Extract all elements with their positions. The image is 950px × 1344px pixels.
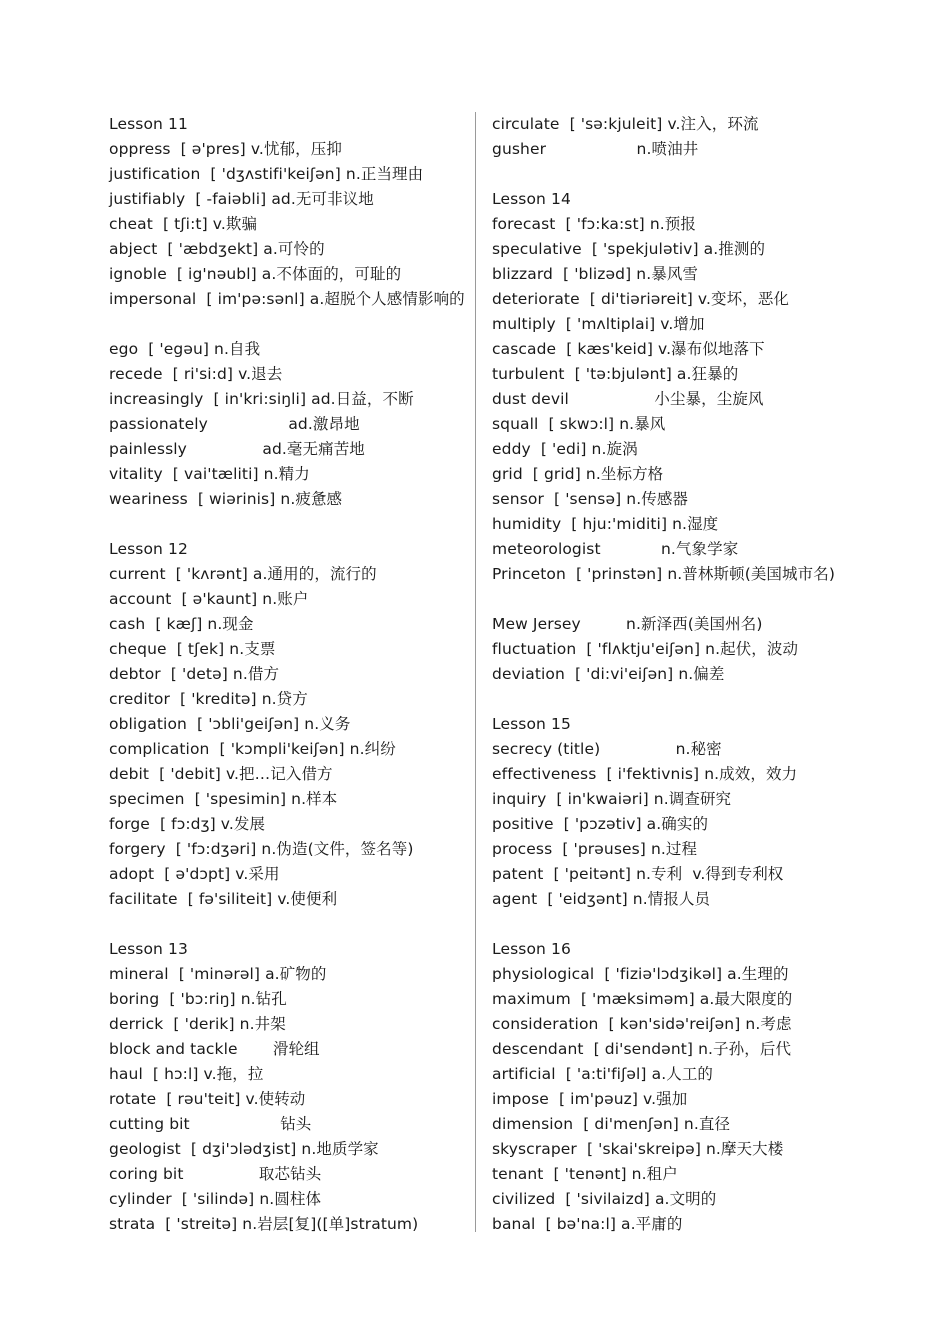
vocab-entry: consideration [ kən'sidə'reiʃən] n.考虑 xyxy=(492,1015,792,1033)
blank-line xyxy=(492,912,852,937)
vocab-entry: tenant [ 'tenənt] n.租户 xyxy=(492,1165,678,1183)
vocab-entry: effectiveness [ i'fektivnis] n.成效，效力 xyxy=(492,765,798,783)
column-divider xyxy=(475,112,476,1232)
vocab-entry: multiply [ 'mʌltiplai] v.增加 xyxy=(492,315,705,333)
vocab-entry: Mew Jersey n.新泽西(美国州名) xyxy=(492,615,763,633)
vocab-entry: forge [ fɔ:dʒ] v.发展 xyxy=(109,815,266,833)
vocab-entry: blizzard [ 'blizəd] n.暴风雪 xyxy=(492,265,699,283)
vocab-entry: increasingly [ in'kri:siŋli] ad.日益，不断 xyxy=(109,390,414,408)
vocab-entry: specimen [ 'spesimin] n.样本 xyxy=(109,790,338,808)
vocab-entry: vitality [ vai'tæliti] n.精力 xyxy=(109,465,310,483)
vocab-entry: passionately ad.激昂地 xyxy=(109,415,360,433)
vocab-entry: haul [ hɔ:l] v.拖，拉 xyxy=(109,1065,264,1083)
vocab-entry: dust devil 小尘暴，尘旋风 xyxy=(492,390,764,408)
vocab-entry: deteriorate [ di'tiəriəreit] v.变坏，恶化 xyxy=(492,290,790,308)
vocab-entry: weariness [ wiərinis] n.疲惫感 xyxy=(109,490,343,508)
vocab-entry: speculative [ 'spekjulətiv] a.推测的 xyxy=(492,240,766,258)
vocab-entry: positive [ 'pɔzətiv] a.确实的 xyxy=(492,815,709,833)
vocab-entry: painlessly ad.毫无痛苦地 xyxy=(109,440,365,458)
vocab-entry: ego [ 'egəu] n.自我 xyxy=(109,340,261,358)
vocab-entry: rotate [ rəu'teit] v.使转动 xyxy=(109,1090,306,1108)
vocab-entry: sensor [ 'sensə] n.传感器 xyxy=(492,490,689,508)
vocab-entry: squall [ skwɔ:l] n.暴风 xyxy=(492,415,666,433)
vocab-entry: turbulent [ 'tə:bjulənt] a.狂暴的 xyxy=(492,365,739,383)
vocab-entry: inquiry [ in'kwaiəri] n.调查研究 xyxy=(492,790,732,808)
vocab-entry: forgery [ 'fɔ:dʒəri] n.伪造(文件，签名等) xyxy=(109,840,414,858)
vocab-entry: coring bit 取芯钻头 xyxy=(109,1165,322,1183)
lesson-heading: Lesson 16 xyxy=(492,940,571,958)
vocab-entry: gusher n.喷油井 xyxy=(492,140,699,158)
vocab-entry: dimension [ di'menʃən] n.直径 xyxy=(492,1115,731,1133)
vocab-entry: cutting bit 钻头 xyxy=(109,1115,312,1133)
vocab-entry: recede [ ri'si:d] v.退去 xyxy=(109,365,283,383)
vocab-entry: fluctuation [ 'flʌktju'eiʃən] n.起伏，波动 xyxy=(492,640,799,658)
vocab-entry: account [ ə'kaunt] n.账户 xyxy=(109,590,309,608)
vocab-entry: cheat [ tʃi:t] v.欺骗 xyxy=(109,215,258,233)
vocab-entry: deviation [ 'di:vi'eiʃən] n.偏差 xyxy=(492,665,725,683)
vocab-entry: oppress [ ə'pres] v.忧郁，压抑 xyxy=(109,140,342,158)
vocab-entry: geologist [ dʒi'ɔlədʒist] n.地质学家 xyxy=(109,1140,379,1158)
blank-line xyxy=(109,512,469,537)
vocab-entry: obligation [ 'ɔbli'geiʃən] n.义务 xyxy=(109,715,351,733)
vocab-entry: current [ 'kʌrənt] a.通用的，流行的 xyxy=(109,565,377,583)
vocab-entry: justification [ 'dʒʌstifi'keiʃən] n.正当理由 xyxy=(109,165,424,183)
blank-line xyxy=(492,162,852,187)
lesson-heading: Lesson 13 xyxy=(109,940,188,958)
vocab-entry: impersonal [ im'pə:sənl] a.超脱个人感情影响的 xyxy=(109,290,465,308)
vocab-entry: cash [ kæʃ] n.现金 xyxy=(109,615,254,633)
lesson-heading: Lesson 12 xyxy=(109,540,188,558)
vocab-entry: meteorologist n.气象学家 xyxy=(492,540,739,558)
vocab-entry: adopt [ ə'dɔpt] v.采用 xyxy=(109,865,280,883)
vocab-entry: grid [ grid] n.坐标方格 xyxy=(492,465,664,483)
left-column xyxy=(109,112,469,1237)
vocab-entry: impose [ im'pəuz] v.强加 xyxy=(492,1090,688,1108)
vocab-entry: patent [ 'peitənt] n.专利 v.得到专利权 xyxy=(492,865,784,883)
blank-line xyxy=(492,687,852,712)
vocab-entry: debit [ 'debit] v.把…记入借方 xyxy=(109,765,333,783)
lesson-heading: Lesson 15 xyxy=(492,715,571,733)
vocab-entry: facilitate [ fə'siliteit] v.使便利 xyxy=(109,890,338,908)
vocab-entry: circulate [ 'sə:kjuleit] v.注入，环流 xyxy=(492,115,759,133)
vocab-entry: skyscraper [ 'skai'skreipə] n.摩天大楼 xyxy=(492,1140,784,1158)
vocab-entry: maximum [ 'mæksiməm] a.最大限度的 xyxy=(492,990,793,1008)
vocab-entry: artificial [ 'a:ti'fiʃəl] a.人工的 xyxy=(492,1065,714,1083)
right-column xyxy=(492,112,852,1237)
vocab-entry: descendant [ di'sendənt] n.子孙，后代 xyxy=(492,1040,792,1058)
vocab-entry: derrick [ 'derik] n.井架 xyxy=(109,1015,286,1033)
vocab-entry: secrecy (title) n.秘密 xyxy=(492,740,722,758)
vocab-entry: banal [ bə'na:l] a.平庸的 xyxy=(492,1215,683,1233)
vocab-entry: humidity [ hju:'miditi] n.湿度 xyxy=(492,515,719,533)
vocab-entry: complication [ 'kɔmpli'keiʃən] n.纠纷 xyxy=(109,740,396,758)
vocab-entry: agent [ 'eidʒənt] n.情报人员 xyxy=(492,890,711,908)
vocab-entry: cylinder [ 'silində] n.圆柱体 xyxy=(109,1190,322,1208)
vocab-entry: debtor [ 'detə] n.借方 xyxy=(109,665,280,683)
vocab-entry: ignoble [ ig'nəubl] a.不体面的，可耻的 xyxy=(109,265,402,283)
lesson-heading: Lesson 11 xyxy=(109,115,188,133)
vocab-entry: forecast [ 'fɔ:ka:st] n.预报 xyxy=(492,215,696,233)
vocab-entry: process [ 'prəuses] n.过程 xyxy=(492,840,698,858)
vocab-entry: cascade [ kæs'keid] v.瀑布似地落下 xyxy=(492,340,765,358)
blank-line xyxy=(109,912,469,937)
vocab-entry: abject [ 'æbdʒekt] a.可怜的 xyxy=(109,240,325,258)
vocab-entry: eddy [ 'edi] n.旋涡 xyxy=(492,440,638,458)
vocab-entry: justifiably [ -faiəbli] ad.无可非议地 xyxy=(109,190,374,208)
vocab-entry: cheque [ tʃek] n.支票 xyxy=(109,640,276,658)
vocab-entry: civilized [ 'sivilaizd] a.文明的 xyxy=(492,1190,717,1208)
lesson-heading: Lesson 14 xyxy=(492,190,571,208)
vocab-entry: physiological [ 'fiziə'lɔdʒikəl] a.生理的 xyxy=(492,965,789,983)
vocab-entry: boring [ 'bɔ:riŋ] n.钻孔 xyxy=(109,990,287,1008)
vocab-entry: block and tackle 滑轮组 xyxy=(109,1040,320,1058)
vocab-entry: creditor [ 'kreditə] n.贷方 xyxy=(109,690,308,708)
vocab-entry: Princeton [ 'prinstən] n.普林斯顿(美国城市名) xyxy=(492,565,835,583)
vocab-entry: strata [ 'streitə] n.岩层[复]([单]stratum) xyxy=(109,1215,419,1233)
vocab-entry: mineral [ 'minərəl] a.矿物的 xyxy=(109,965,327,983)
